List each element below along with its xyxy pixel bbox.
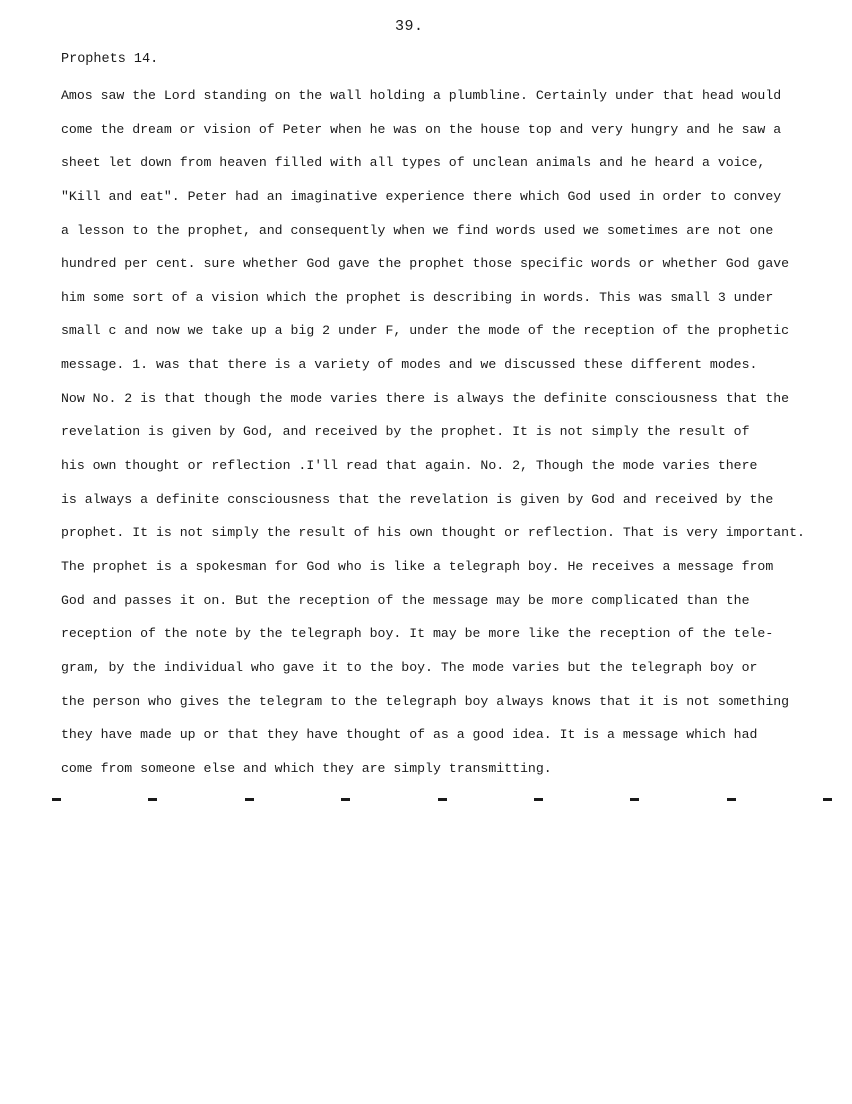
text-line: come the dream or vision of Peter when he was on the house top and very hungry and he saw a [61, 121, 782, 137]
text-line: Amos saw the Lord standing on the wall holding a plumbline. Certainly under that head would [61, 88, 782, 103]
text-line: him some sort of a vision which the prophet is describing in words. This was small 3 under [61, 289, 774, 305]
text-line: prophet. It is not simply the result of his own thought or reflection. That is very important. [61, 525, 805, 541]
section-header: Prophets 14. [61, 52, 159, 67]
text-line: The prophet is a spokesman for God who is like a telegraph boy. He receives a message from [61, 558, 774, 574]
separator-dash [727, 798, 736, 801]
text-line: "Kill and eat". Peter had an imaginative experience there which God used in order to convey [61, 188, 782, 204]
text-line: God and passes it on. But the reception of the message may be more complicated than the [61, 592, 750, 608]
separator-dash [438, 798, 447, 801]
separator-dash [534, 798, 543, 801]
text-line: they have made up or that they have thought of as a good idea. It is a message which had [61, 727, 758, 743]
separator-dash [148, 798, 157, 801]
text-line: small c and now we take up a big 2 under F, under the mode of the reception of the prophetic [61, 323, 790, 339]
text-line: gram, by the individual who gave it to the boy. The mode varies but the telegraph boy or [61, 659, 758, 675]
separator-dash [630, 798, 639, 801]
text-line: revelation is given by God, and received by the prophet. It is not simply the result of [61, 424, 750, 440]
text-line: a lesson to the prophet, and consequently when we find words used we sometimes are not one [61, 222, 774, 238]
text-line: is always a definite consciousness that the revelation is given by God and received by the [61, 491, 774, 507]
separator-dash [52, 798, 61, 801]
text-line: reception of the note by the telegraph boy. It may be more like the reception of the tele- [61, 626, 774, 642]
separator-dash [823, 798, 832, 801]
text-line: message. 1. was that there is a variety of modes and we discussed these different modes. [61, 357, 758, 373]
separator-dash [245, 798, 254, 801]
body-text [61, 79, 851, 785]
text-line: the person who gives the telegram to the telegraph boy always knows that it is not something [61, 693, 790, 709]
page-number: 39. [395, 18, 424, 35]
separator-dash [341, 798, 350, 801]
text-line: come from someone else and which they are simply transmitting. [61, 760, 552, 776]
dash-separator [52, 793, 832, 805]
text-line: Now No. 2 is that though the mode varies there is always the definite consciousness that the [61, 390, 790, 406]
text-line: sheet let down from heaven filled with all types of unclean animals and he heard a voice, [61, 155, 766, 171]
text-line: hundred per cent. sure whether God gave the prophet those specific words or whether God gave [61, 256, 790, 272]
text-line: his own thought or reflection .I'll read that again. No. 2, Though the mode varies there [61, 458, 758, 474]
